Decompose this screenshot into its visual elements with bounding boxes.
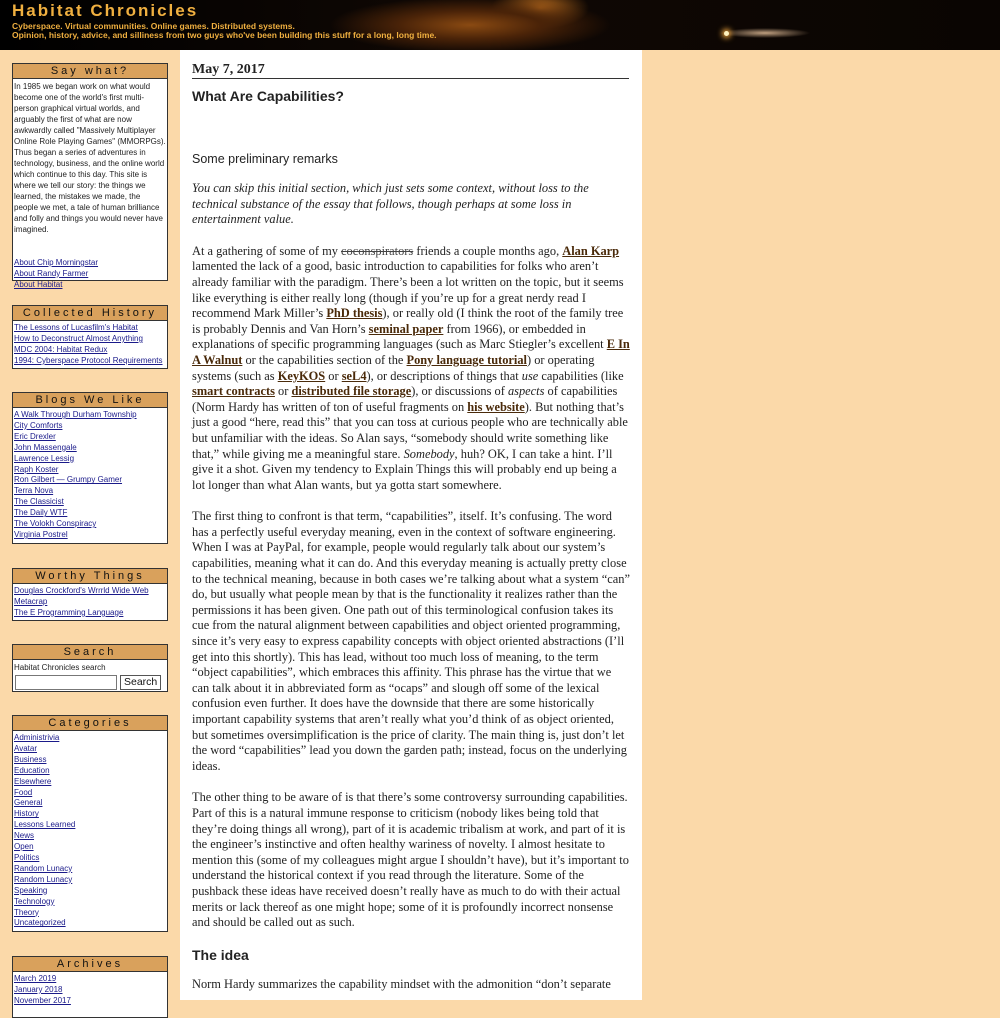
paragraph-1: At a gathering of some of my coconspirators friends a couple months ago, Alan Karp lamented the lack of a good, basic introduction to capabilities for folks who aren’t already familiar with the paradigm. There’s been a lot written on the topic, but it seems like everything is either really long (though if you’re up for a great nerdy read I recommend Mark Miller’s PhD thesis), or really old (I think the root of the family tree is probably Dennis and Van Horn’s seminal paper from 1966), or embedded in explanations of specific programming languages (such as Marc Stiegler’s excellent E In A Walnut or the capabilities section of the Pony language tutorial) or operating systems (such as KeyKOS or seL4), or descriptions of things that use capabilities (like smart contracts or distributed file storage), or discussions of aspects of capabilities (Norm Hardy has written of ton of useful fragments on his website). But nothing that’s just a good “here, read this” that you can toss at curious people who are technically able but unfamiliar with the ideas. So Alan says, “somebody should write something like that,” while giving me a meaningful stare. Somebody, huh? OK, I can take a hint. I’ll give it a shot. Given my tendency to Explain Things this will probably end up being a lot longer than what Alan wants, but ya gotta start somewhere. bbox=[192, 243, 630, 492]
archives-heading: Archives bbox=[13, 957, 167, 972]
site-banner bbox=[0, 0, 1000, 50]
category-link[interactable]: Business bbox=[14, 754, 47, 764]
category-link[interactable]: Technology bbox=[14, 896, 55, 906]
say-what-heading: Say what? bbox=[13, 64, 167, 79]
blog-link[interactable]: Eric Drexler bbox=[14, 431, 56, 441]
banner-star-graphic bbox=[724, 31, 729, 36]
category-link[interactable]: General bbox=[14, 798, 43, 808]
search-button[interactable]: Search bbox=[120, 675, 161, 690]
say-what-box bbox=[12, 63, 168, 289]
link-alan-karp[interactable]: Alan Karp bbox=[562, 243, 620, 258]
blog-link[interactable]: City Comforts bbox=[14, 420, 63, 430]
history-link[interactable]: 1994: Cyberspace Protocol Requirements bbox=[14, 355, 163, 365]
worthy-things-box bbox=[12, 568, 168, 621]
paragraph-4: Norm Hardy summarizes the capability mindset with the admonition “don’t separate bbox=[192, 976, 611, 991]
category-link[interactable]: Lessons Learned bbox=[14, 820, 76, 830]
blogs-heading: Blogs We Like bbox=[13, 393, 167, 408]
archive-link[interactable]: January 2018 bbox=[14, 984, 63, 994]
paragraph-2: The first thing to confront is that term, “capabilities”, itself. It’s confusing. The word has a perfectly useful everyday meaning, even in the context of software engineering. When I was at PayPal, for example, people would regularly talk about our system’s capabilities, meaning what it can do. And this everyday meaning is actually pretty close to the technical meaning, because in both cases we’re talking about what a system “can” do, but usually what people mean by that is the functionality it realizes rather than the permissions it has been given. One path out of this terminological confusion takes its cue from the natural alignment between capabilities and object oriented programming, since it’s very easy to express capability concepts with object oriented abstractions (I’ll get into this shortly). This has lead, without too much loss of meaning, to the term “object capabilities”, which embraces this affinity. This phrase has the virtue that we can talk about it in abbreviated form as “ocaps” and slough off some of the lexical confusion even further. It does have the downside that there are some historically important capability systems that aren’t really what you’d think of as object oriented, but sometimes oversimplification is the price of clarity. The main thing is, just don’t let the word “capabilities” lead you down the garden path; instead, focus on the underlying ideas. bbox=[192, 509, 630, 773]
category-link[interactable]: News bbox=[14, 831, 35, 841]
section-heading-idea: The idea bbox=[192, 946, 249, 963]
site-title[interactable]: Habitat Chronicles bbox=[12, 1, 199, 20]
site-description: Opinion, history, advice, and silliness from two guys who've been building this stuff for a long, long time. bbox=[12, 30, 437, 40]
link-distributed-file-storage[interactable]: distributed file storage bbox=[291, 384, 412, 399]
worthy-things-heading: Worthy Things bbox=[13, 569, 167, 584]
archive-link[interactable]: March 2019 bbox=[14, 974, 57, 983]
categories-heading: Categories bbox=[13, 716, 167, 731]
link-phd-thesis[interactable]: PhD thesis bbox=[326, 306, 383, 321]
archives-box bbox=[12, 956, 168, 1018]
category-link[interactable]: Theory bbox=[14, 907, 39, 917]
blog-link[interactable]: A Walk Through Durham Township bbox=[14, 410, 137, 419]
post-title[interactable]: What Are Capabilities? bbox=[192, 88, 344, 104]
archive-link[interactable]: November 2017 bbox=[14, 995, 71, 1005]
history-link[interactable]: How to Deconstruct Almost Anything bbox=[14, 333, 143, 343]
section-heading-remarks: Some preliminary remarks bbox=[192, 152, 338, 166]
category-link[interactable]: Speaking bbox=[14, 885, 48, 895]
worthy-link[interactable]: Metacrap bbox=[14, 596, 48, 606]
site-tagline: Cyberspace. Virtual communities. Online games. Distributed systems. bbox=[12, 21, 295, 31]
blog-link[interactable]: Virginia Postrel bbox=[14, 529, 68, 539]
blog-link[interactable]: Lawrence Lessig bbox=[14, 453, 75, 463]
search-box bbox=[12, 644, 168, 692]
paragraph-3: The other thing to be aware of is that there’s some controversy surrounding capabilities. Part of this is a natural immune response to criticism (nobody likes being told that they’re doing things all wrong), part of it is academic tribalism at work, and part of it is the engineer’s instinctive and often healthy wariness of novelty. I almost hesitate to mention this (some of my colleagues might argue I shouldn’t have), but it’s important to understand the historical context if you read through the literature. Some of the pushback these ideas have received doesn’t really have as much to do with their actual merits or lack thereof as one might hope; some of it is profoundly incorrect nonsense and should be called out as such. bbox=[192, 790, 629, 930]
category-link[interactable]: Administrivia bbox=[14, 733, 60, 742]
search-label: Habitat Chronicles search bbox=[14, 663, 106, 672]
category-link[interactable]: Random Lunacy bbox=[14, 874, 73, 884]
category-link[interactable]: Open bbox=[14, 842, 34, 852]
link-pony-tutorial[interactable]: Pony language tutorial bbox=[406, 352, 527, 367]
link-sel4[interactable]: seL4 bbox=[341, 368, 367, 383]
main-content bbox=[180, 50, 642, 1000]
blog-link[interactable]: The Classicist bbox=[14, 497, 64, 507]
category-link[interactable]: Elsewhere bbox=[14, 776, 52, 786]
category-link[interactable]: Uncategorized bbox=[14, 918, 66, 928]
say-what-text: In 1985 we began work on what would become one of the world's first multi-person graphical virtual worlds, and arguably the first of what are now awkwardly called "Massively Multiplayer Online Role Playing Games" (MMORPGs). Thus began a series of adventures in technology, business, and the online world which continue to this day. This site is where we tell our story: the things we learned, the mistakes we made, the people we met, a tale of human brilliance and folly and things you would never have imagined. bbox=[14, 82, 166, 234]
blog-link[interactable]: Terra Nova bbox=[14, 486, 54, 496]
category-link[interactable]: Random Lunacy bbox=[14, 863, 73, 873]
post-date: May 7, 2017 bbox=[192, 62, 629, 79]
worthy-link[interactable]: The E Programming Language bbox=[14, 607, 124, 617]
blogs-box bbox=[12, 392, 168, 544]
category-link[interactable]: Education bbox=[14, 765, 50, 775]
blog-link[interactable]: The Volokh Conspiracy bbox=[14, 519, 97, 529]
blog-link[interactable]: The Daily WTF bbox=[14, 508, 68, 518]
search-heading: Search bbox=[13, 645, 167, 660]
category-link[interactable]: Politics bbox=[14, 852, 40, 862]
link-smart-contracts[interactable]: smart contracts bbox=[192, 384, 275, 399]
link-seminal-paper[interactable]: seminal paper bbox=[368, 321, 444, 336]
history-link[interactable]: MDC 2004: Habitat Redux bbox=[14, 344, 108, 354]
about-randy-link[interactable]: About Randy Farmer bbox=[14, 268, 89, 278]
collected-history-box bbox=[12, 305, 168, 369]
categories-box bbox=[12, 715, 168, 932]
blog-link[interactable]: Ron Gilbert — Grumpy Gamer bbox=[14, 475, 123, 485]
history-link[interactable]: The Lessons of Lucasfilm's Habitat bbox=[14, 323, 138, 332]
search-input[interactable] bbox=[15, 675, 117, 690]
intro-paragraph: You can skip this initial section, which just sets some context, without loss to the technical substance of the essay that follows, though perhaps at some loss in entertainment value. bbox=[192, 181, 589, 227]
blog-link[interactable]: Raph Koster bbox=[14, 464, 59, 474]
worthy-link[interactable]: Douglas Crockford's Wrrrld Wide Web bbox=[14, 586, 149, 595]
strikethrough-text: coconspirators bbox=[341, 243, 414, 258]
category-link[interactable]: Food bbox=[14, 787, 33, 797]
category-link[interactable]: History bbox=[14, 809, 39, 819]
collected-history-heading: Collected History bbox=[13, 306, 167, 321]
link-his-website[interactable]: his website bbox=[467, 399, 525, 414]
about-chip-link[interactable]: About Chip Morningstar bbox=[14, 258, 99, 267]
category-link[interactable]: Avatar bbox=[14, 743, 37, 753]
blog-link[interactable]: John Massengale bbox=[14, 442, 77, 452]
banner-glow bbox=[720, 28, 810, 38]
link-e-in-a-walnut[interactable]: E In A Walnut bbox=[192, 337, 630, 367]
about-habitat-link[interactable]: About Habitat bbox=[14, 279, 63, 289]
link-keykos[interactable]: KeyKOS bbox=[277, 368, 326, 383]
